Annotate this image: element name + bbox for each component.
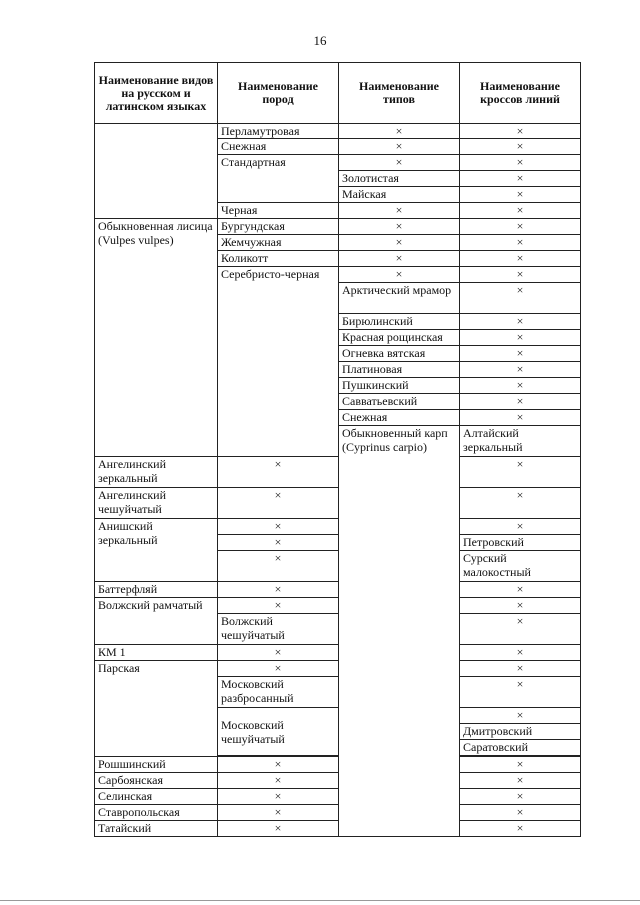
table-row — [95, 519, 581, 535]
table-row — [95, 488, 581, 519]
cross-cell: × — [460, 219, 581, 235]
cross-cell: × — [460, 645, 581, 661]
type-cell: Волжский чешуйчатый — [218, 614, 339, 645]
cross-cell: × — [460, 410, 581, 426]
type-cell: × — [218, 551, 339, 582]
type-cell: × — [218, 661, 339, 677]
type-cell: × — [218, 645, 339, 661]
type-cell: Московский чешуйчатый — [218, 708, 339, 756]
cross-cell: × — [460, 394, 581, 410]
type-cell: × — [339, 267, 460, 283]
cross-cell: × — [460, 488, 581, 519]
type-cell: Московский разбросанный — [218, 677, 339, 708]
cross-cell: × — [460, 582, 581, 598]
cross-cell: × — [460, 614, 581, 645]
cross-cell: × — [460, 773, 581, 789]
type-cell: × — [339, 235, 460, 251]
species-cell: Обыкновенный карп (Cyprinus carpio) — [339, 426, 460, 837]
breed-cell: Рошшинский — [95, 757, 218, 773]
scan-bottom-edge — [0, 900, 640, 901]
cross-cell: × — [460, 661, 581, 677]
cross-cell: × — [460, 124, 581, 139]
header-row — [95, 63, 581, 124]
header-types: Наименование типов — [339, 63, 460, 124]
cross-cell: × — [460, 677, 581, 708]
breed-cell: Черная — [218, 203, 339, 219]
page-number: 16 — [313, 33, 327, 48]
table-row — [95, 773, 581, 789]
breed-cell: Ставропольская — [95, 805, 218, 821]
type-cell: × — [218, 773, 339, 789]
table-row — [95, 219, 581, 235]
cross-cell: × — [460, 362, 581, 378]
species-cell: Обыкновенная лисица (Vulpes vulpes) — [95, 219, 218, 457]
breed-cell: Баттерфляй — [95, 582, 218, 598]
cross-cell: × — [460, 789, 581, 805]
type-cell: × — [218, 519, 339, 535]
type-cell: × — [339, 139, 460, 155]
table-row — [95, 805, 581, 821]
type-cell: × — [218, 535, 339, 551]
breed-cell: Серебристо-черная — [218, 267, 339, 457]
breed-cell: Ангелинский чешуйчатый — [95, 488, 218, 519]
type-cell: Снежная — [339, 410, 460, 426]
type-cell: × — [339, 203, 460, 219]
table-row — [95, 821, 581, 837]
breed-cell: Парская — [95, 661, 218, 757]
table-row — [95, 598, 581, 614]
cross-cell: × — [460, 821, 581, 837]
type-cell: × — [218, 805, 339, 821]
breeds-register-table — [94, 62, 581, 837]
cross-cell: × — [460, 187, 581, 203]
breed-cell: Ангелинский зеркальный — [95, 457, 218, 488]
type-cell: × — [218, 757, 339, 773]
cross-cell: × — [460, 378, 581, 394]
breed-cell: Перламутровая — [218, 124, 339, 139]
cross-cell: Саратовский — [460, 740, 581, 756]
breed-cell: Бургундская — [218, 219, 339, 235]
type-cell: × — [339, 155, 460, 171]
type-cell: × — [218, 789, 339, 805]
breed-cell: Жемчужная — [218, 235, 339, 251]
type-cell: Пушкинский — [339, 378, 460, 394]
type-cell: × — [339, 124, 460, 139]
type-cell: Савватьевский — [339, 394, 460, 410]
type-cell: × — [218, 582, 339, 598]
table-row — [95, 582, 581, 598]
cross-cell: × — [460, 171, 581, 187]
cross-cell: × — [460, 805, 581, 821]
header-species: Наименование видов на русском и латинском языках — [95, 63, 218, 124]
cross-cell: × — [460, 330, 581, 346]
breed-cell: КМ 1 — [95, 645, 218, 661]
cross-cell: × — [460, 598, 581, 614]
header-crosses: Наименование кроссов линий — [460, 63, 581, 124]
cross-cell: × — [460, 283, 581, 314]
type-cell: Арктический мрамор — [339, 283, 460, 314]
breed-cell: Селинская — [95, 789, 218, 805]
cross-cell: × — [460, 235, 581, 251]
type-cell: Бирюлинский — [339, 314, 460, 330]
breed-cell: Волжский рамчатый — [95, 598, 218, 645]
table-row — [95, 457, 581, 488]
table-row — [95, 789, 581, 805]
breed-cell: Анишский зеркальный — [95, 519, 218, 582]
cross-cell: × — [460, 314, 581, 330]
cross-cell: × — [460, 203, 581, 219]
breed-cell: Татайский — [95, 821, 218, 837]
breed-cell: Снежная — [218, 139, 339, 155]
type-cell: Золотистая — [339, 171, 460, 187]
header-breeds: Наименование пород — [218, 63, 339, 124]
breed-cell: Коликотт — [218, 251, 339, 267]
species-cell — [95, 124, 218, 219]
cross-cell: × — [460, 251, 581, 267]
breed-cell: Стандартная — [218, 155, 339, 203]
cross-cell: × — [460, 139, 581, 155]
table-row — [95, 124, 581, 139]
cross-cell: × — [460, 346, 581, 362]
type-cell: × — [218, 821, 339, 837]
cross-cell: × — [460, 267, 581, 283]
cross-cell: × — [460, 155, 581, 171]
table-row — [95, 661, 581, 677]
cross-cell: Сурский малокостный — [460, 551, 581, 582]
cross-cell: × — [460, 757, 581, 773]
table-row — [95, 757, 581, 773]
type-cell: × — [339, 219, 460, 235]
type-cell: Огневка вятская — [339, 346, 460, 362]
cross-cell: × — [460, 457, 581, 488]
breed-cell: Сарбоянская — [95, 773, 218, 789]
type-cell: × — [218, 598, 339, 614]
type-cell: × — [218, 488, 339, 519]
type-cell: × — [218, 457, 339, 488]
breed-cell: Алтайский зеркальный — [460, 426, 581, 457]
table-row — [95, 645, 581, 661]
cross-cell: Петровский — [460, 535, 581, 551]
type-cell: Майская — [339, 187, 460, 203]
cross-cell: × — [460, 519, 581, 535]
type-cell: × — [339, 251, 460, 267]
cross-cell: Дмитровский — [460, 724, 581, 740]
type-cell: Красная рощинская — [339, 330, 460, 346]
cross-cell: × — [460, 708, 581, 724]
type-cell: Платиновая — [339, 362, 460, 378]
